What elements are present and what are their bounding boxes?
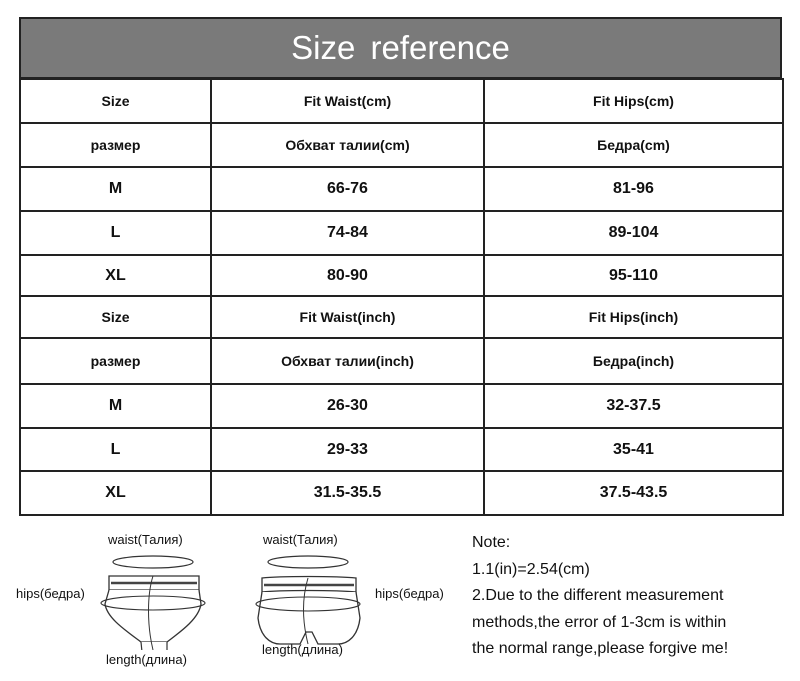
boxers-diagram-icon — [250, 540, 375, 650]
header-cell: Бедра(inch) — [484, 338, 783, 384]
table-cell: 31.5-35.5 — [211, 471, 484, 515]
note-block — [472, 530, 792, 663]
table-cell: 81-96 — [484, 167, 783, 211]
header-cell: размер — [20, 123, 211, 167]
table-header-row-cm-ru — [20, 123, 783, 167]
table-row — [20, 211, 783, 255]
table-row — [20, 428, 783, 471]
table-cell: 74-84 — [211, 211, 484, 255]
diagram1-waist-label: waist(Талия) — [108, 532, 183, 547]
note-title: Note: — [472, 534, 511, 551]
table-cell: 80-90 — [211, 255, 484, 296]
header-cell: Fit Waist(inch) — [211, 296, 484, 338]
diagram1-hips-label: hips(бедра) — [16, 586, 85, 601]
header-cell: Fit Hips(inch) — [484, 296, 783, 338]
header-cell: Fit Hips(cm) — [484, 79, 783, 123]
table-cell: 95-110 — [484, 255, 783, 296]
table-cell: M — [20, 384, 211, 428]
table-cell: 32-37.5 — [484, 384, 783, 428]
table-cell: 37.5-43.5 — [484, 471, 783, 515]
measurement-diagrams — [0, 520, 470, 680]
table-header-row-inch-ru — [20, 338, 783, 384]
header-cell: размер — [20, 338, 211, 384]
table-row — [20, 471, 783, 515]
size-table — [19, 78, 784, 516]
title-bar — [19, 17, 782, 79]
table-row — [20, 167, 783, 211]
header-cell: Fit Waist(cm) — [211, 79, 484, 123]
diagram2-waist-label: waist(Талия) — [263, 532, 338, 547]
table-cell: 66-76 — [211, 167, 484, 211]
note-line: methods,the error of 1-3cm is within — [472, 613, 727, 631]
table-cell: XL — [20, 255, 211, 296]
diagram2-hips-label: hips(бедра) — [375, 586, 444, 601]
table-cell: M — [20, 167, 211, 211]
header-cell: Size — [20, 296, 211, 338]
briefs-diagram-icon — [95, 540, 220, 650]
table-header-row-cm — [20, 79, 783, 123]
note-line: 1.1(in)=2.54(cm) — [472, 560, 590, 578]
diagram2-length-label: length(длина) — [262, 642, 343, 657]
note-line: the normal range,please forgive me! — [472, 640, 729, 657]
header-cell: Обхват талии(cm) — [211, 123, 484, 167]
table-cell: L — [20, 428, 211, 471]
diagram1-length-label: length(длина) — [106, 652, 187, 667]
table-cell: XL — [20, 471, 211, 515]
table-cell: 26-30 — [211, 384, 484, 428]
header-cell: Бедра(cm) — [484, 123, 783, 167]
header-cell: Обхват талии(inch) — [211, 338, 484, 384]
table-row — [20, 255, 783, 296]
page-title: Size reference — [291, 29, 510, 66]
table-row — [20, 384, 783, 428]
note-line: 2.Due to the different measurement — [472, 587, 724, 604]
table-cell: L — [20, 211, 211, 255]
table-cell: 89-104 — [484, 211, 783, 255]
table-cell: 35-41 — [484, 428, 783, 471]
header-cell: Size — [20, 79, 211, 123]
table-header-row-inch — [20, 296, 783, 338]
table-cell: 29-33 — [211, 428, 484, 471]
